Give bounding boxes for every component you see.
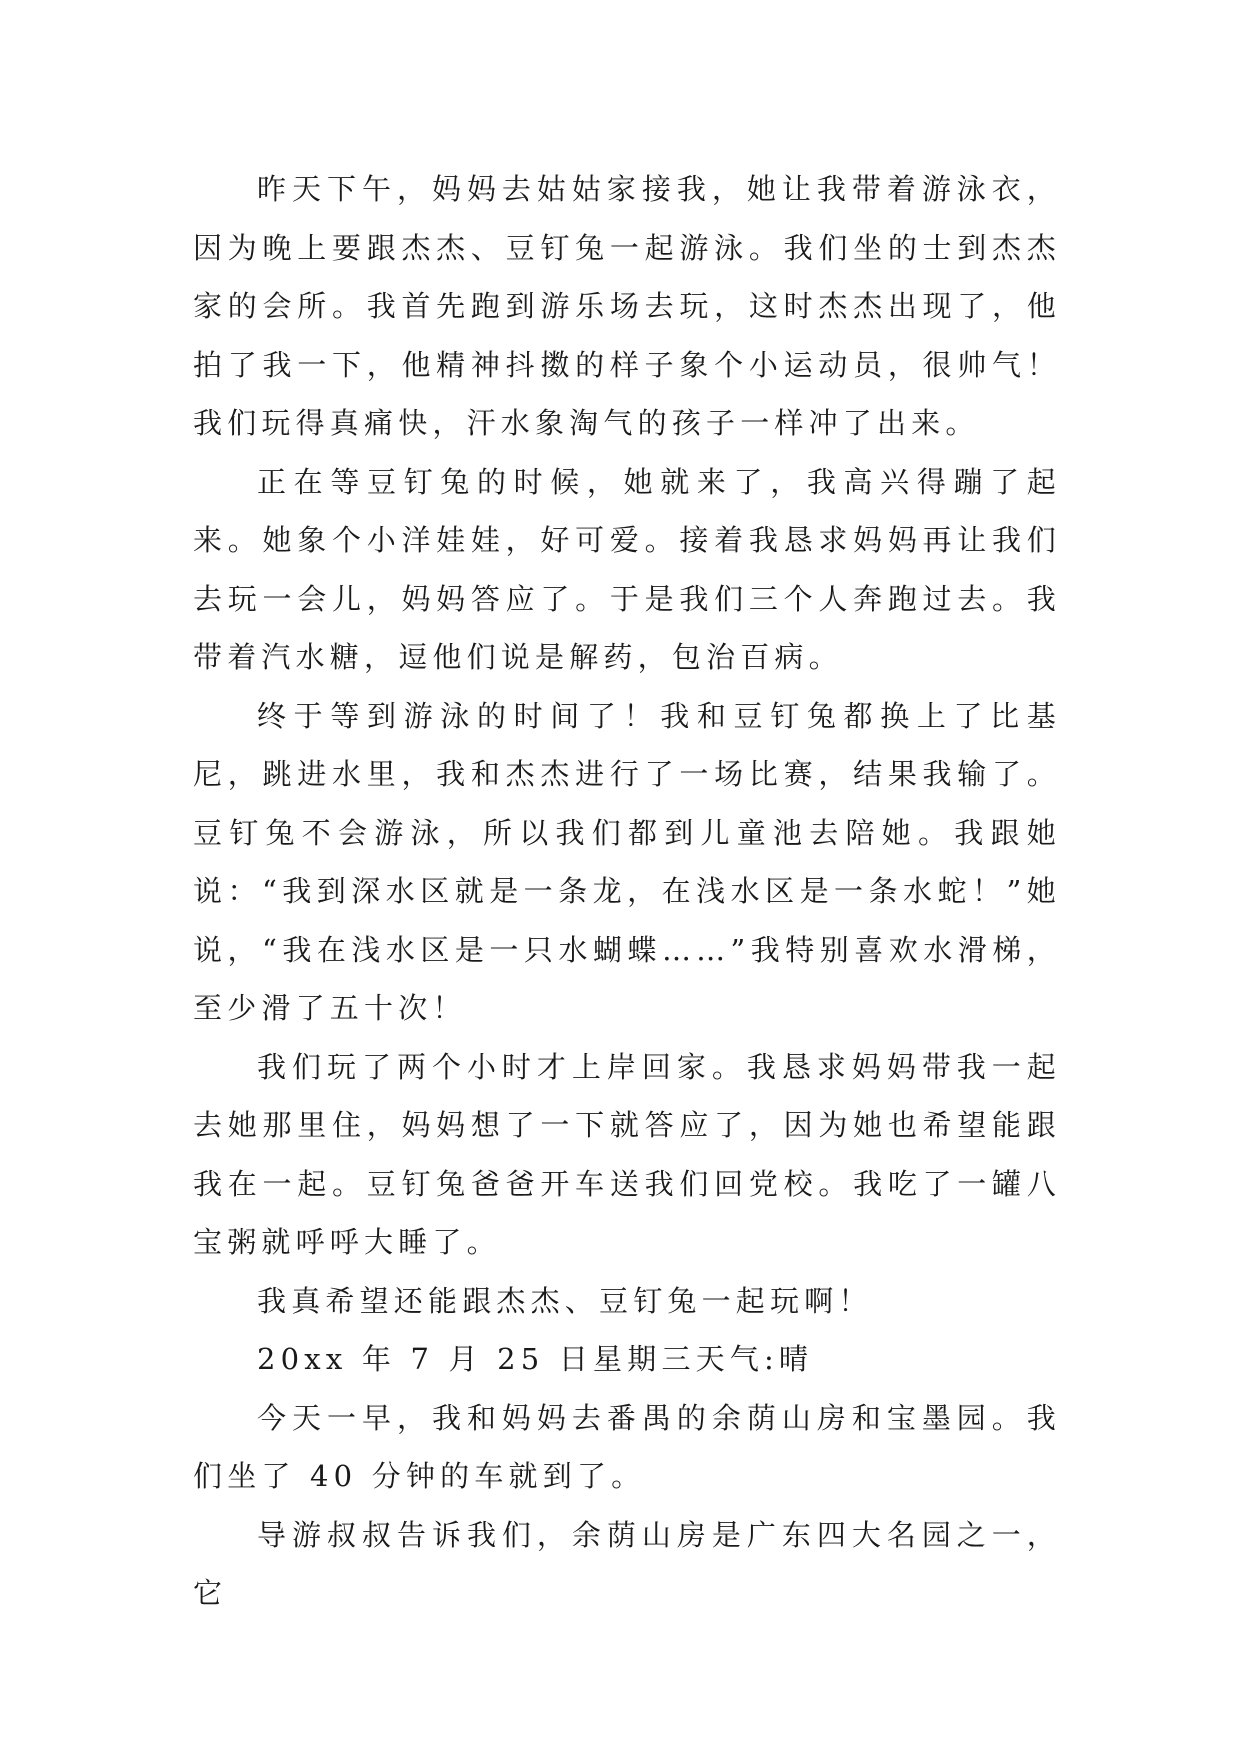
- date-weather-line: 20xx 年 7 月 25 日星期三天气:晴: [257, 1342, 814, 1376]
- paragraph-8: 导游叔叔告诉我们，余荫山房是广东四大名园之一，它: [193, 1517, 1061, 1610]
- paragraph-2: 正在等豆钉兔的时候，她就来了，我高兴得蹦了起来。她象个小洋娃娃，好可爱。接着我恳求妈妈再让我们去玩一会儿，妈妈答应了。于是我们三个人奔跑过去。我带着汽水糖，逗他们说是解药，包治百病。: [193, 464, 1061, 674]
- paragraph-1: 昨天下午，妈妈去姑姑家接我，她让我带着游泳衣，因为晚上要跟杰杰、豆钉兔一起游泳。我们坐的士到杰杰家的会所。我首先跑到游乐场去玩，这时杰杰出现了，他拍了我一下，他精神抖擞的样子象个小运动员，很帅气！我们玩得真痛快，汗水象淘气的孩子一样冲了出来。: [193, 172, 1061, 440]
- document-body: [193, 160, 1061, 1623]
- paragraph-5: 我真希望还能跟杰杰、豆钉兔一起玩啊！: [257, 1283, 873, 1318]
- paragraph-3: 终于等到游泳的时间了！我和豆钉兔都换上了比基尼，跳进水里，我和杰杰进行了一场比赛，结果我输了。豆钉兔不会游泳，所以我们都到儿童池去陪她。我跟她说：“我到深水区就是一条龙，在浅水区是一条水蛇！”她说，“我在浅水区是一只水蝴蝶……”我特别喜欢水滑梯，至少滑了五十次！: [193, 698, 1061, 1025]
- paragraph-4: 我们玩了两个小时才上岸回家。我恳求妈妈带我一起去她那里住，妈妈想了一下就答应了，因为她也希望能跟我在一起。豆钉兔爸爸开车送我们回党校。我吃了一罐八宝粥就呼呼大睡了。: [193, 1049, 1061, 1259]
- paragraph-7: 今天一早，我和妈妈去番禺的余荫山房和宝墨园。我们坐了 40 分钟的车就到了。: [193, 1400, 1061, 1493]
